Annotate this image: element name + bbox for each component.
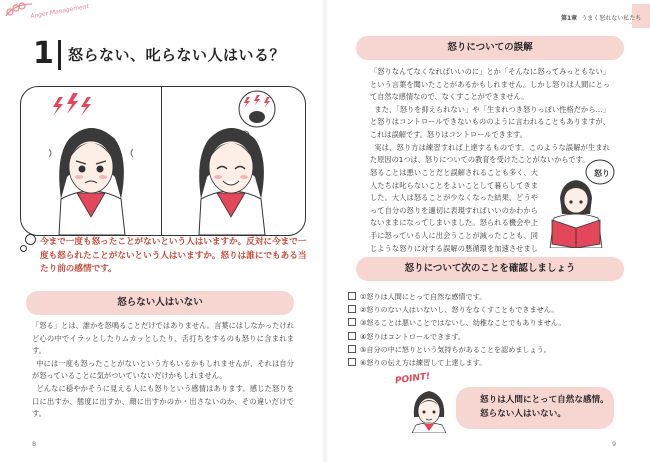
checklist-item: ②怒りのない人はいないし、怒りをなくすこともできません。 xyxy=(348,303,618,316)
checklist-item: ③怒ることは悪いことではないし、幼稚なことでもありません。 xyxy=(348,316,618,329)
page-number: 9 xyxy=(612,440,617,448)
section-body xyxy=(32,320,294,421)
running-chapter: 第1章 xyxy=(561,15,578,22)
handwritten-note: Anger Management xyxy=(29,2,90,21)
body-paragraph: どんなに穏やかそうに見える人にも怒りという感情はあります。感じた怒りを口に出すか、態度に出すか、顔に出すかのか・出さないのか、その違いだけです。 xyxy=(32,383,294,419)
checkbox-icon xyxy=(348,358,356,366)
reading-girl-illustration xyxy=(540,158,624,248)
angry-girl-illustration xyxy=(21,87,161,235)
section-heading: 怒りについて次のことを確認しましょう xyxy=(356,257,624,281)
lead-paragraph: 今まで一度も怒ったことがないという人はいますか。反対に今まで一度も怒られたことがないという人はいますか。怒りは誰にでもある当たり前の感情です。 xyxy=(40,237,307,274)
point-girl-avatar xyxy=(404,383,454,433)
running-header xyxy=(561,13,641,22)
checkbox-icon xyxy=(348,292,356,300)
body-paragraph: 「怒りなんてなくなればいいのに」とか「そんなに怒ってみっともない」という言葉を聞いたことがあるかもしれません。しかし怒りは人間にとって自然な感情なので、なくすことができません。 xyxy=(370,67,610,102)
checklist xyxy=(348,290,618,369)
body-paragraph: 怒ることは悪いことだと誤解されることも多く、大人たちは叱らないことをよいことして暮らしてきました。大人は怒ることが少なくなった結果、どうやって自分の怒りを適切に表現すればいいのかわからないままになってしまいました。怒られる機会や上手に怒っている人に出会うことが減ったことも、同じような怒りに対する誤解の悪循環を加速させまし xyxy=(370,168,538,253)
checklist-item: ⑤自分の中に怒りという気持ちがあることを認めましょう。 xyxy=(348,343,618,356)
section-heading: 怒らない人はいない xyxy=(26,291,294,315)
checkbox-icon xyxy=(348,305,356,313)
thought-bubble-dot xyxy=(20,245,27,252)
checkbox-icon xyxy=(348,332,356,340)
body-paragraph: 中には一度も怒ったことがないという方もいるかもしれませんが、それは自分が怒っていることに気がついていないだけかもしれません。 xyxy=(32,358,294,381)
page-title: 怒らない、叱らない人はいる？ xyxy=(68,46,286,64)
comparison-illustration xyxy=(20,86,306,236)
checklist-item: ④怒りはコントロールできます。 xyxy=(348,330,618,343)
body-paragraph: 実は、怒り方は練習すれば上達するものです。このような誤解が生まれた原因の1つは、怒りについての教育を受けたことがないからです。 xyxy=(370,142,610,165)
thought-bubble-dot xyxy=(25,234,36,245)
book-gutter xyxy=(322,0,328,462)
point-line: 怒らない人はいない。 xyxy=(480,409,566,419)
checklist-item: ⑥怒りの伝え方は練習して上達します。 xyxy=(348,356,618,369)
title-divider xyxy=(58,40,61,70)
point-label: POINT! xyxy=(394,371,431,387)
page-number: 8 xyxy=(32,440,37,448)
body-paragraph: 「怒る」とは、誰かを怒鳴ることだけではありません。言葉にはしなかったけれど心の中でイラッとしたりムカッとしたり、舌打ちをするのも怒りに含まれます。 xyxy=(32,321,294,356)
section-heading: 怒りについての誤解 xyxy=(356,36,624,60)
section-body xyxy=(370,66,610,167)
point-line: 怒りは人間にとって自然な感情。 xyxy=(480,395,609,405)
checklist-item: ①怒りは人間にとって自然な感情です。 xyxy=(348,290,618,303)
checkbox-icon xyxy=(348,318,356,326)
checkbox-icon xyxy=(348,345,356,353)
running-title: うまく怒れない私たち xyxy=(581,15,642,22)
chapter-number: 1 xyxy=(33,36,54,71)
body-paragraph: また、「怒りを抑えられない」や「生まれつき怒りっぽい性格だから…」と怒りはコントロールできないもののように言われることもありますが、これは誤解です。怒りはコントロールできます。 xyxy=(370,104,610,139)
smiling-girl-illustration xyxy=(161,87,305,235)
point-text xyxy=(480,393,609,421)
reader-bubble-text: 怒り xyxy=(594,169,610,178)
